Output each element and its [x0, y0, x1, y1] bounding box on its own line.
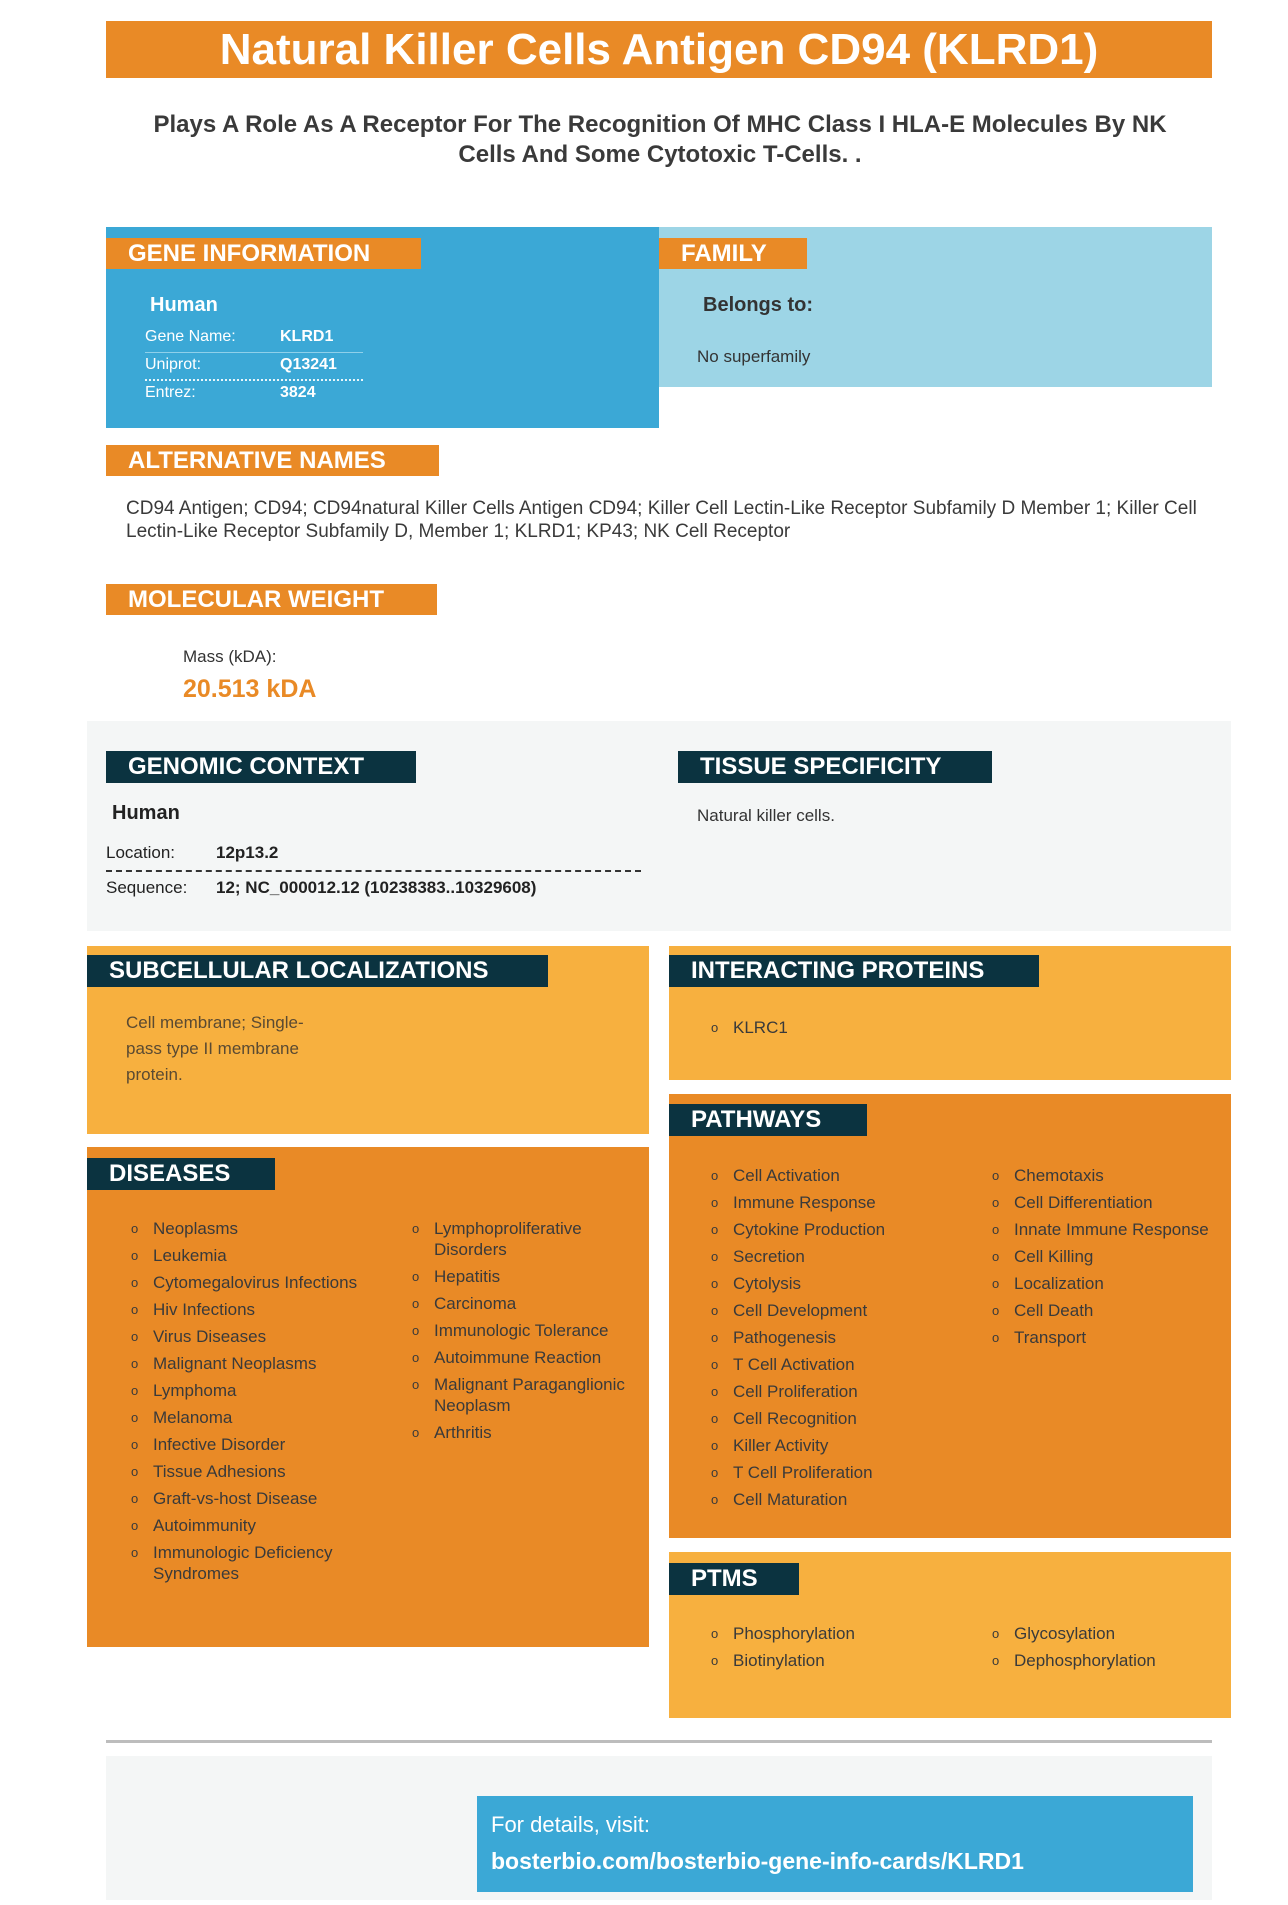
- sequence-label: Sequence:: [106, 878, 188, 897]
- subcellular-line-1: Cell membrane; Single-: [126, 1013, 304, 1032]
- gene-name-value: KLRD1: [280, 328, 334, 345]
- list-item: o Biotinylation: [711, 1650, 951, 1671]
- subcellular-header: SUBCELLULAR LOCALIZATIONS: [87, 955, 548, 987]
- gene-info-header: GENE INFORMATION: [106, 238, 421, 269]
- list-item: o Cell Activation: [711, 1165, 971, 1186]
- genomic-species: Human: [112, 802, 180, 824]
- list-item: o Melanoma: [131, 1407, 371, 1428]
- list-item: o Cell Recognition: [711, 1408, 971, 1429]
- diseases-col-1: [131, 1218, 371, 1590]
- list-item: o Carcinoma: [412, 1293, 637, 1314]
- family-value: No superfamily: [697, 347, 811, 366]
- footer-box: [477, 1796, 1193, 1892]
- list-item: o Neoplasms: [131, 1218, 371, 1239]
- sequence-row: [106, 874, 641, 904]
- list-item: o Cytokine Production: [711, 1219, 971, 1240]
- ptms-col-1: [711, 1623, 951, 1677]
- list-item: o Cell Killing: [992, 1246, 1217, 1267]
- subcellular-line-3: protein.: [126, 1065, 183, 1084]
- gene-info-species: Human: [150, 294, 218, 316]
- location-label: Location:: [106, 843, 175, 862]
- list-item: o Lymphoma: [131, 1380, 371, 1401]
- list-item: o Leukemia: [131, 1245, 371, 1266]
- interacting-list: [711, 1017, 788, 1044]
- list-item: o T Cell Proliferation: [711, 1462, 971, 1483]
- list-item: o Autoimmune Reaction: [412, 1347, 637, 1368]
- list-item: o Tissue Adhesions: [131, 1461, 371, 1482]
- footer-link[interactable]: bosterbio.com/bosterbio-gene-info-cards/KLRD1: [491, 1848, 1024, 1874]
- genomic-header: GENOMIC CONTEXT: [106, 751, 416, 783]
- tissue-header: TISSUE SPECIFICITY: [678, 751, 992, 783]
- tissue-text: Natural killer cells.: [697, 806, 835, 825]
- footer-visit-label: For details, visit:: [491, 1812, 650, 1837]
- list-item: o Cytolysis: [711, 1273, 971, 1294]
- list-item: o Malignant Paraganglionic Neoplasm: [412, 1374, 637, 1416]
- list-item: o T Cell Activation: [711, 1354, 971, 1375]
- diseases-header: DISEASES: [87, 1158, 275, 1190]
- mol-weight-header: MOLECULAR WEIGHT: [106, 584, 437, 615]
- entrez-row: [145, 381, 363, 409]
- list-item: o Graft-vs-host Disease: [131, 1488, 371, 1509]
- family-header: FAMILY: [659, 238, 807, 269]
- list-item: o Malignant Neoplasms: [131, 1353, 371, 1374]
- list-item: o KLRC1: [711, 1017, 788, 1038]
- ptms-header: PTMS: [669, 1563, 799, 1595]
- list-item: o Arthritis: [412, 1422, 637, 1443]
- list-item: o Cell Maturation: [711, 1489, 971, 1510]
- list-item: o Cytomegalovirus Infections: [131, 1272, 371, 1293]
- diseases-col-2: [412, 1218, 637, 1449]
- list-item: o Hepatitis: [412, 1266, 637, 1287]
- list-item: o Dephosphorylation: [992, 1650, 1217, 1671]
- page-subtitle: Plays A Role As A Receptor For The Recognition Of MHC Class I HLA-E Molecules By NK Cells And Some Cytotoxic T-Cells. .: [153, 111, 1167, 168]
- list-item: o Phosphorylation: [711, 1623, 951, 1644]
- alt-names-text: CD94 Antigen; CD94; CD94natural Killer Cells Antigen CD94; Killer Cell Lectin-Like Receptor Subfamily D Member 1; Killer Cell Lectin-Like Receptor Subfamily D, Member 1; KLRD1; KP43; NK Cell Receptor: [126, 498, 1197, 542]
- gene-name-label: Gene Name:: [145, 328, 236, 345]
- footer-divider: [106, 1740, 1212, 1743]
- list-item: o Virus Diseases: [131, 1326, 371, 1347]
- page-title: Natural Killer Cells Antigen CD94 (KLRD1): [219, 25, 1099, 74]
- list-item: o Pathogenesis: [711, 1327, 971, 1348]
- list-item: o Hiv Infections: [131, 1299, 371, 1320]
- list-item: o Infective Disorder: [131, 1434, 371, 1455]
- mass-value: 20.513 kDA: [183, 675, 317, 703]
- subcellular-text: [126, 1010, 346, 1088]
- uniprot-label: Uniprot:: [145, 356, 202, 373]
- entrez-value: 3824: [280, 384, 316, 401]
- ptms-col-2: [992, 1623, 1217, 1677]
- location-row: [106, 838, 641, 872]
- interacting-header: INTERACTING PROTEINS: [669, 955, 1039, 987]
- list-item: o Glycosylation: [992, 1623, 1217, 1644]
- list-item: o Secretion: [711, 1246, 971, 1267]
- list-item: o Cell Differentiation: [992, 1192, 1217, 1213]
- list-item: o Innate Immune Response: [992, 1219, 1217, 1240]
- list-item: o Chemotaxis: [992, 1165, 1217, 1186]
- alt-names-header: ALTERNATIVE NAMES: [106, 445, 439, 476]
- list-item: o Cell Death: [992, 1300, 1217, 1321]
- list-item: o Cell Proliferation: [711, 1381, 971, 1402]
- location-value: 12p13.2: [216, 843, 279, 862]
- list-item: o Transport: [992, 1327, 1217, 1348]
- list-item: o Autoimmunity: [131, 1515, 371, 1536]
- pathways-col-2: [992, 1165, 1217, 1354]
- mass-label: Mass (kDA):: [183, 647, 277, 666]
- family-belongs-label: Belongs to:: [703, 294, 813, 316]
- uniprot-value: Q13241: [280, 356, 337, 373]
- list-item: o Immunologic Tolerance: [412, 1320, 637, 1341]
- list-item: o Immune Response: [711, 1192, 971, 1213]
- list-item: o Lymphoproliferative Disorders: [412, 1218, 637, 1260]
- entrez-label: Entrez:: [145, 384, 196, 401]
- pathways-header: PATHWAYS: [669, 1104, 867, 1136]
- list-item: o Cell Development: [711, 1300, 971, 1321]
- list-item: o Immunologic Deficiency Syndromes: [131, 1542, 371, 1584]
- uniprot-row: [145, 353, 363, 381]
- list-item: o Killer Activity: [711, 1435, 971, 1456]
- list-item: o Localization: [992, 1273, 1217, 1294]
- sequence-value: 12; NC_000012.12 (10238383..10329608): [216, 878, 537, 897]
- subcellular-line-2: pass type II membrane: [126, 1039, 299, 1058]
- pathways-col-1: [711, 1165, 971, 1516]
- gene-name-row: [145, 325, 363, 353]
